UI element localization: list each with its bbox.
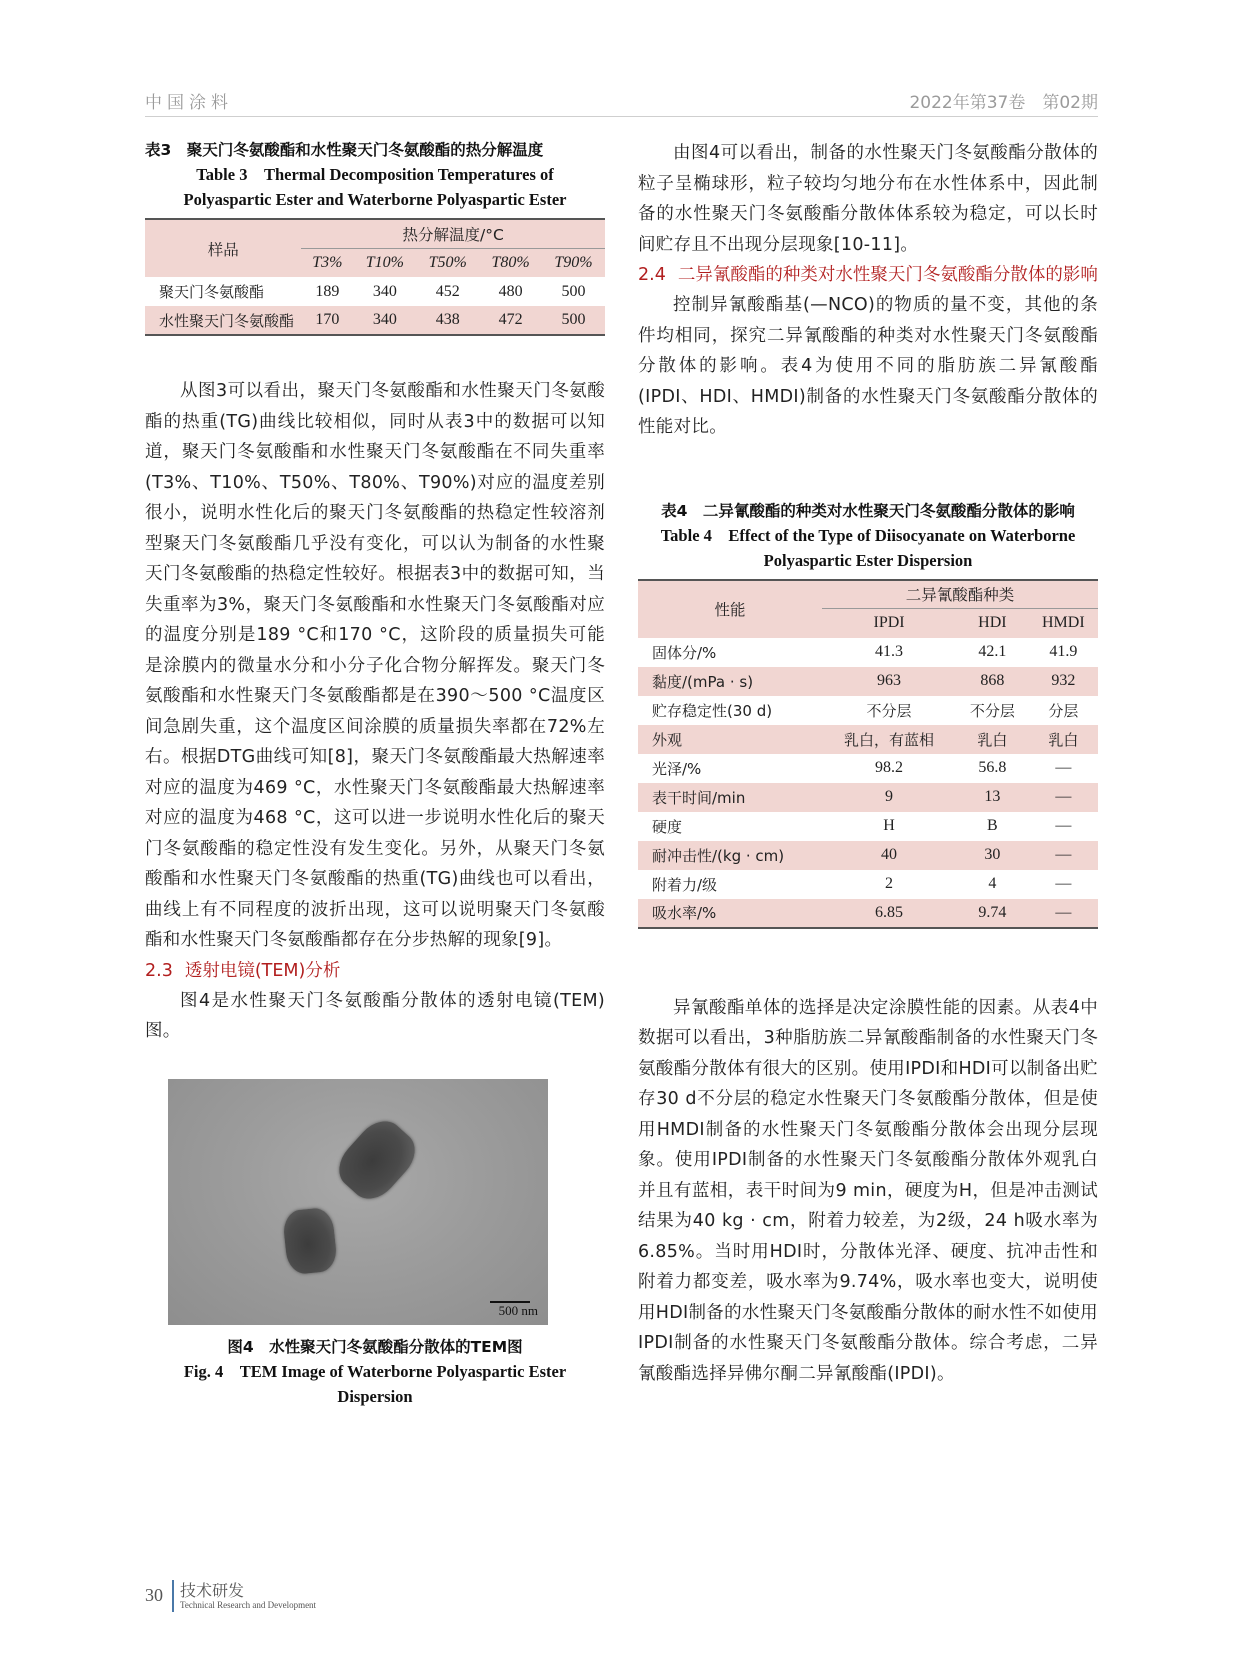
table4-caption-en-2: Polyaspartic Ester Dispersion: [763, 550, 973, 570]
left-paragraph-2: 图4是水性聚天门冬氨酸酯分散体的透射电镜(TEM)图。: [145, 990, 605, 1041]
table3-subcol: T80%: [479, 248, 542, 277]
table-cell: 170: [301, 306, 353, 335]
table-row: [145, 306, 605, 335]
section-number: 2.3: [145, 960, 173, 981]
table3-caption-cn: 表3 聚天门冬氨酸酯和水性聚天门冬氨酸酯的热分解温度: [145, 141, 544, 159]
left-column: [145, 138, 605, 1409]
table-row: [638, 725, 1098, 754]
table-cell: 452: [435, 282, 460, 300]
table-cell: 56.8: [978, 759, 1007, 776]
table-cell: B: [987, 817, 998, 834]
row-label: 水性聚天门冬氨酸酯: [145, 306, 301, 335]
table-cell: —: [1029, 783, 1098, 812]
right-paragraph-2: 控制异氰酸酯基(—NCO)的物质的量不变，其他的条件均相同，探究二异氰酸酯的种类对水性聚天门冬氨酸酯分散体的影响。表4为使用不同的脂肪族二异氰酸酯(IPDI、HDI、HMDI)制备的水性聚天门冬氨酸酯分散体的性能对比。: [638, 295, 1098, 437]
table-cell: 42.1: [978, 643, 1007, 660]
table4-property-header: 性能: [638, 580, 822, 638]
table-cell: 不分层: [866, 701, 912, 720]
row-label: 贮存稳定性(30 d): [652, 701, 773, 720]
table-row: [638, 812, 1098, 841]
table-cell: —: [1029, 899, 1098, 928]
table-cell: 40: [822, 841, 956, 870]
table-cell: 340: [353, 306, 416, 335]
right-column: [638, 138, 1098, 1389]
table3-subcol: T90%: [542, 248, 605, 277]
table-cell: 340: [372, 282, 397, 300]
table4-subcol: HDI: [956, 609, 1029, 638]
table-cell: 4: [988, 875, 997, 892]
table-row: [638, 870, 1098, 899]
table-cell: 9: [822, 783, 956, 812]
table-cell: 868: [956, 667, 1029, 696]
table-cell: 41.9: [1049, 643, 1078, 660]
table4-group-header: 二异氰酸酯种类: [822, 580, 1098, 609]
particle-shape: [329, 1111, 424, 1208]
row-label: 黏度/(mPa · s): [638, 667, 822, 696]
table-cell: 480: [498, 282, 523, 300]
particle-shape: [282, 1206, 338, 1275]
footer-section-en: Technical Research and Development: [180, 1600, 317, 1610]
table3-subcol: T3%: [301, 248, 353, 277]
table4-subcol: IPDI: [822, 609, 956, 638]
table-cell: —: [1029, 841, 1098, 870]
section-number: 2.4: [638, 265, 666, 285]
table-cell: 438: [416, 306, 479, 335]
table-cell: 6.85: [822, 899, 956, 928]
table-row: [145, 277, 605, 306]
table-cell: 41.3: [875, 643, 904, 660]
table4-caption-cn: 表4 二异氰酸酯的种类对水性聚天门冬氨酸酯分散体的影响: [661, 501, 1075, 520]
right-paragraph-3: 异氰酸酯单体的选择是决定涂膜性能的因素。从表4中数据可以看出，3种脂肪族二异氰酸酯制备的水性聚天门冬氨酸酯分散体有很大的区别。使用IPDI和HDI可以制备出贮存30 d不分层的稳定水性聚天门冬氨酸酯分散体，但是使用HMDI制备的水性聚天门冬氨酸酯分散体会出现分层现象。使用IPDI制备的水性聚天门冬氨酸酯分散体外观乳白并且有蓝相，表干时间为9 min，硬度为H，但是冲击测试结果为40 kg · cm，附着力较差，为2级，24 h吸水率为6.85%。当时用HDI时，分散体光泽、硬度、抗冲击性和附着力都变差，吸水率为9.74%，吸水率也变大，说明使用HDI制备的水性聚天门冬氨酸酯分散体的耐水性不如使用IPDI制备的水性聚天门冬氨酸酯分散体。综合考虑，二异氰酸酯选择异佛尔酮二异氰酸酯(IPDI)。: [638, 997, 1098, 1384]
table-cell: 乳白，有蓝相: [822, 725, 956, 754]
section-title: 透射电镜(TEM)分析: [184, 960, 341, 981]
section-2-4-heading: [638, 260, 1098, 290]
table-cell: 932: [1029, 667, 1098, 696]
table-row: [638, 899, 1098, 928]
table3-group-header: 热分解温度/°C: [301, 219, 605, 248]
table3-subcol: T50%: [416, 248, 479, 277]
table4-caption-en-1: Table 4 Effect of the Type of Diisocyanate on Waterborne: [660, 525, 1076, 545]
table4: [638, 579, 1098, 929]
table-cell: 472: [479, 306, 542, 335]
left-paragraph-1: 从图3可以看出，聚天门冬氨酸酯和水性聚天门冬氨酸酯的热重(TG)曲线比较相似，同时从表3中的数据可以知道，聚天门冬氨酸酯和水性聚天门冬氨酸酯在不同失重率(T3%、T10%、T50%、T80%、T90%)对应的温度差别很小，说明水性化后的聚天门冬氨酸酯的热稳定性较溶剂型聚天门冬氨酸酯几乎没有变化，可以认为制备的水性聚天门冬氨酸酯的热稳定性较好。根据表3中的数据可知，当失重率为3%，聚天门冬氨酸酯和水性聚天门冬氨酸酯对应的温度分别是189 °C和170 °C，这阶段的质量损失可能是涂膜内的微量水分和小分子化合物分解挥发。聚天门冬氨酸酯和水性聚天门冬氨酸酯都是在390～500 °C温度区间急剧失重，这个温度区间涂膜的质量损失率都在72%左右。根据DTG曲线可知[8]，聚天门冬氨酸酯最大热解速率对应的温度为469 °C，水性聚天门冬氨酸酯最大热解速率对应的温度为468 °C，这可以进一步说明水性化后的聚天门冬氨酸酯的稳定性没有发生变化。另外，从聚天门冬氨酸酯和水性聚天门冬氨酸酯的热重(TG)曲线也可以看出，曲线上有不同程度的波折出现，这可以说明聚天门冬氨酸酯和水性聚天门冬氨酸酯都存在分步热解的现象[9]。: [145, 381, 605, 950]
page-number: 30: [145, 1585, 163, 1605]
header-rule: [145, 116, 1098, 117]
table-cell: —: [1055, 759, 1072, 776]
table-cell: 500: [542, 306, 605, 335]
right-paragraph-1: 由图4可以看出，制备的水性聚天门冬氨酸酯分散体的粒子呈椭球形，粒子较均匀地分布在水性体系中，因此制备的水性聚天门冬氨酸酯分散体体系较为稳定，可以长时间贮存且不出现分层现象[10-11]。: [638, 143, 1098, 255]
section-title: 二异氰酸酯的种类对水性聚天门冬氨酸酯分散体的影响: [677, 265, 1098, 285]
table-row: [638, 841, 1098, 870]
scale-label: 500 nm: [498, 1302, 538, 1318]
issue-info: 2022年第37卷 第02期: [909, 93, 1098, 113]
footer-section-cn: 技术研发: [180, 1581, 245, 1600]
journal-name: 中国涂料: [145, 93, 233, 113]
table-cell: 不分层: [969, 701, 1015, 720]
row-label: 硬度: [652, 817, 683, 836]
table-cell: —: [1055, 875, 1072, 892]
figure4-caption-en-2: Dispersion: [337, 1386, 413, 1406]
table-row: [638, 667, 1098, 696]
table3: [145, 218, 605, 336]
table-row: [638, 638, 1098, 667]
table-cell: 500: [561, 282, 586, 300]
table-cell: H: [883, 817, 895, 834]
table-row: [638, 783, 1098, 812]
section-2-3-heading: [145, 956, 605, 986]
row-label: 固体分/%: [652, 643, 717, 662]
footer-divider: [172, 1580, 174, 1612]
row-label: 光泽/%: [652, 759, 702, 778]
table-cell: 30: [956, 841, 1029, 870]
table3-caption-en-1: Table 3 Thermal Decomposition Temperatures of: [196, 165, 554, 184]
table-cell: 98.2: [875, 759, 904, 776]
row-label: 吸水率/%: [638, 899, 822, 928]
table-cell: 分层: [1048, 701, 1079, 720]
table-cell: 963: [822, 667, 956, 696]
table-row: [638, 754, 1098, 783]
row-label: 聚天门冬氨酸酯: [159, 283, 265, 301]
table3-caption-en-2: Polyaspartic Ester and Waterborne Polyaspartic Ester: [183, 190, 567, 209]
table4-subcol: HMDI: [1029, 609, 1098, 638]
table-cell: —: [1055, 817, 1072, 834]
table-cell: 乳白: [1029, 725, 1098, 754]
row-label: 附着力/级: [652, 875, 718, 894]
table-cell: 189: [315, 282, 340, 300]
row-label: 外观: [638, 725, 822, 754]
table-row: [638, 696, 1098, 725]
figure4-caption-en-1: Fig. 4 TEM Image of Waterborne Polyaspartic Ester: [183, 1361, 567, 1381]
tem-image: [168, 1079, 548, 1325]
table3-subcol: T10%: [353, 248, 416, 277]
figure4-caption-cn: 图4 水性聚天门冬氨酸酯分散体的TEM图: [227, 1337, 523, 1356]
table-cell: 2: [885, 875, 894, 892]
table-cell: 9.74: [956, 899, 1029, 928]
row-label: 表干时间/min: [638, 783, 822, 812]
table3-sample-header: 样品: [145, 219, 301, 277]
table-cell: 13: [956, 783, 1029, 812]
table-cell: 乳白: [956, 725, 1029, 754]
row-label: 耐冲击性/(kg · cm): [638, 841, 822, 870]
